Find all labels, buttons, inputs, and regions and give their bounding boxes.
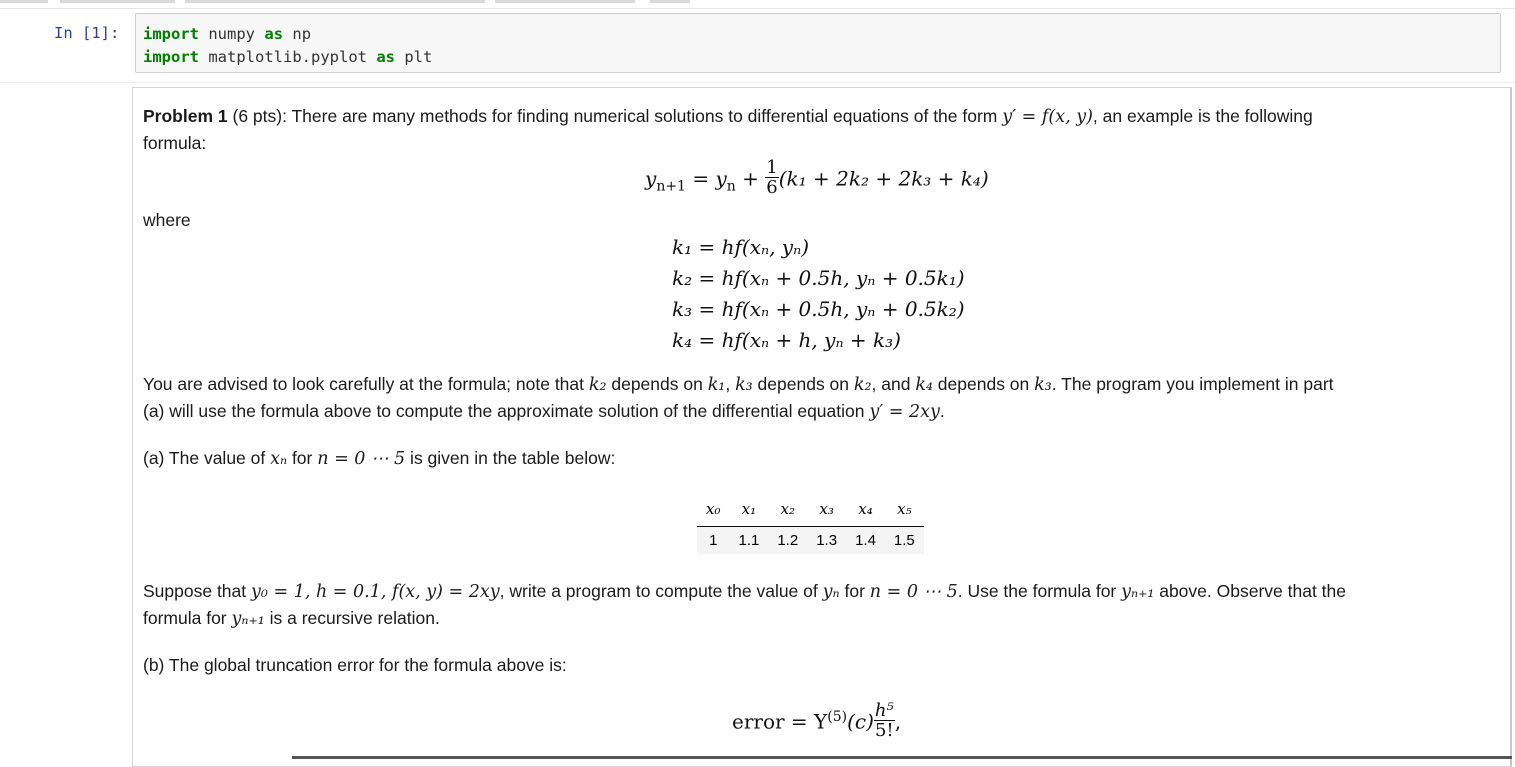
advice-line-2: (a) will use the formula above to compute the approximate solution of the differential equation y′ = 2xy. <box>143 401 945 422</box>
table-header: x₀ <box>697 497 729 527</box>
k3-formula: k₃ = hf(xₙ + 0.5h, yₙ + 0.5k₂) <box>672 297 965 321</box>
table-cell: 1.2 <box>768 527 807 555</box>
table-header-row <box>697 497 924 527</box>
code-line-2: import matplotlib.pyplot as plt <box>143 48 433 66</box>
part-a-text: (a) The value of xₙ for n = 0 ⋯ 5 is given in the table below: <box>143 448 616 469</box>
cell-prompt: In [1]: <box>54 24 120 42</box>
table-header: x₂ <box>768 497 807 527</box>
table-cell: 1 <box>697 527 729 555</box>
suppose-line-2: formula for yₙ₊₁ is a recursive relation. <box>143 608 440 629</box>
code-line-1: import numpy as np <box>143 25 312 43</box>
problem-line-2: formula: <box>143 133 207 153</box>
table-header: x₄ <box>846 497 885 527</box>
table-row <box>697 527 924 555</box>
x-values-table <box>697 497 924 554</box>
k4-formula: k₄ = hf(xₙ + h, yₙ + k₃) <box>672 328 901 352</box>
main-formula: $y_{n+1} = y_n$ + $\frac{1}{6}$ (k₁ + 2k₂ + 2k₃ + k₄) <box>645 157 989 198</box>
table-cell: 1.4 <box>846 527 885 555</box>
table-cell: 1.5 <box>885 527 924 555</box>
table-cell: 1.1 <box>729 527 768 555</box>
suppose-line-1: Suppose that y₀ = 1, h = 0.1, f(x, y) = 2xy, write a program to compute the value of yₙ for n = 0 ⋯ 5. Use the formula for yₙ₊₁ above. Observe that the <box>143 581 1347 602</box>
code-editor[interactable] <box>135 13 1501 73</box>
where-label: where <box>143 210 191 230</box>
error-formula: error = $Y^{(5)}(c)$ $\frac{\text{h⁵}}{5!}$ , <box>732 700 902 741</box>
code-cell[interactable] <box>0 10 1515 83</box>
k1-formula: k₁ = hf(xₙ, yₙ) <box>672 235 810 259</box>
table-header: x₁ <box>729 497 768 527</box>
table-cell: 1.3 <box>807 527 846 555</box>
table-header: x₃ <box>807 497 846 527</box>
table-header: x₅ <box>885 497 924 527</box>
advice-line-1: You are advised to look carefully at the formula; note that k₂ depends on k₁, k₃ depends on k₂, and k₄ depends on k₃. The program you implement in part <box>143 374 1334 395</box>
problem-line-1: Problem 1 (6 pts): There are many methods for finding numerical solutions to differential equations of the form y′ = f(x, y), an example is the following <box>143 106 1313 127</box>
k2-formula: k₂ = hf(xₙ + 0.5h, yₙ + 0.5k₁) <box>672 266 965 290</box>
top-scroll-strip <box>0 0 1515 9</box>
part-b-text: (b) The global truncation error for the formula above is: <box>143 655 567 675</box>
